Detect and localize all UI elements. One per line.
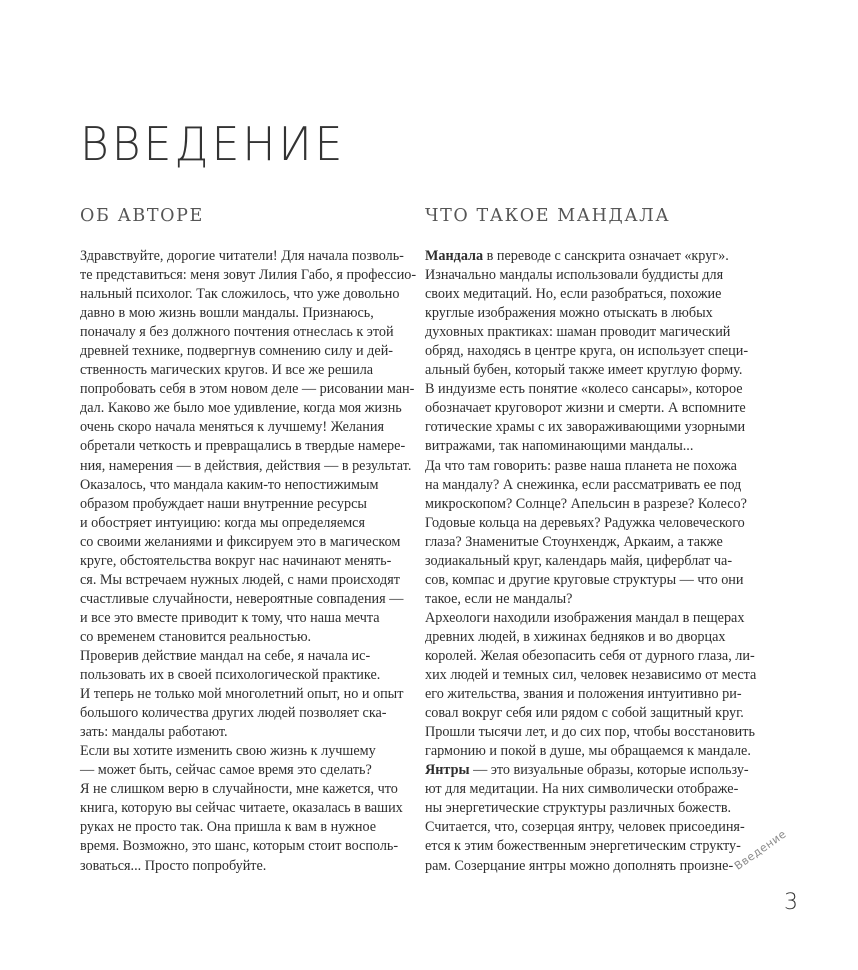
text-line: обозначает круговорот жизни и смерти. А вспомните — [425, 400, 746, 417]
text-line: со временем становится реальностью. — [80, 628, 312, 645]
text-line: гармонию и покой в душе, мы обращаемся к мандале. — [425, 743, 751, 760]
text-line: Изначально мандалы использовали буддисты для — [425, 267, 724, 284]
text-line: своих медитаций. Но, если разобраться, похожие — [425, 286, 722, 303]
text-line: образом пробуждает наши внутренние ресурсы — [80, 495, 367, 512]
text-line: микроскопом? Солнце? Апельсин в разрезе? Колесо? — [425, 495, 747, 512]
text-line: И теперь не только мой многолетний опыт, но и опыт — [80, 686, 404, 703]
text-line: Считается, что, созерцая янтру, человек присоединя- — [425, 819, 745, 836]
text-line: его жительства, звания и положения интуитивно ри- — [425, 686, 742, 703]
text-line: ны энергетические структуры различных божеств. — [425, 800, 732, 817]
text-line: готические храмы с их завораживающими узорными — [425, 419, 746, 436]
text-line: пользовать их в своей психологической практике. — [80, 667, 381, 684]
text-line: круге, обстоятельства вокруг нас начинают менять- — [80, 552, 392, 569]
text-line: рам. Созерцание янтры можно дополнять произне- — [425, 857, 734, 874]
text-line: на мандалу? А снежинка, если рассматривать ее под — [425, 476, 742, 493]
term-mandala: Мандала — [425, 248, 484, 264]
text-line: королей. Желая обезопасить себя от дурного глаза, ли- — [425, 647, 755, 664]
text-line: зоваться... Просто попробуйте. — [80, 857, 267, 874]
text-line: дал. Каково же было мое удивление, когда моя жизнь — [80, 400, 402, 417]
what-is-mandala-text — [425, 247, 757, 876]
text-line: ственность магических кругов. И все же решила — [80, 362, 374, 379]
page-title: ВВЕДЕНИЕ — [80, 118, 346, 172]
about-author-text — [80, 247, 417, 876]
text-line: руках не просто так. Она пришла к вам в нужное — [80, 819, 377, 836]
text-line: духовных практиках: шаман проводит магический — [425, 324, 731, 341]
text-line: Здравствуйте, дорогие читатели! Для начала позволь- — [80, 248, 404, 264]
text-line: глаза? Знаменитые Стоунхендж, Аркаим, а также — [425, 533, 723, 550]
text-line: время. Возможно, это шанс, которым стоит восполь- — [80, 838, 399, 855]
text-line: круглые изображения можно отыскать в любых — [425, 305, 713, 322]
text-line: книга, которую вы сейчас читаете, оказалась в ваших — [80, 800, 403, 817]
running-head: Введение — [732, 827, 789, 873]
text-line: большого количества других людей позволяет ска- — [80, 705, 387, 722]
text-line: счастливые случайности, невероятные совпадения — — [80, 590, 404, 607]
text-line: Я не слишком верю в случайности, мне кажется, что — [80, 781, 398, 798]
text-line: альный бубен, который также имеет круглую форму. — [425, 362, 743, 379]
text-fragment: — это визуальные образы, которые использу- — [469, 762, 749, 779]
text-line: такое, если не мандалы? — [425, 590, 573, 607]
text-line: попробовать себя в этом новом деле — рисовании ман- — [80, 381, 415, 398]
text-line: обретали четкость и превращались в твердые намере- — [80, 438, 406, 455]
text-line: поначалу я без должного почтения отнеслась к этой — [80, 324, 394, 341]
text-line — [425, 761, 749, 780]
text-line: сов, компас и другие круговые структуры — что они — [425, 571, 744, 588]
text-line: Годовые кольца на деревьях? Радужка человеческого — [425, 514, 745, 531]
text-line: обряд, находясь в центре круга, он использует специ- — [425, 343, 749, 360]
text-line: со своими желаниями и фиксируем это в магическом — [80, 533, 401, 550]
text-line: ния, намерения — в действия, действия — в результат. — [80, 457, 412, 474]
text-line: и обостряет интуицию: когда мы определяемся — [80, 514, 365, 531]
text-line: ся. Мы встречаем нужных людей, с нами происходят — [80, 571, 400, 588]
what-is-mandala-heading: ЧТО ТАКОЕ МАНДАЛА — [425, 206, 671, 226]
text-line: древних людей, в хижинах бедняков и во дворцах — [425, 628, 726, 645]
text-line: В индуизме есть понятие «колесо сансары», которое — [425, 381, 743, 398]
text-line: те представиться: меня зовут Лилия Габо, я профессио- — [80, 267, 417, 284]
page-number: 3 — [784, 890, 798, 915]
text-line: Прошли тысячи лет, и до сих пор, чтобы восстановить — [425, 724, 755, 741]
text-line: витражами, так напоминающими мандалы... — [425, 438, 694, 455]
text-fragment: в переводе с санскрита означает «круг». — [483, 248, 729, 264]
text-line: Если вы хотите изменить свою жизнь к лучшему — [80, 743, 376, 760]
text-line: нальный психолог. Так сложилось, что уже довольно — [80, 286, 400, 303]
text-line: ется к этим божественным энергетическим структу- — [425, 838, 741, 855]
text-line: зать: мандалы работают. — [80, 724, 228, 741]
text-line: Да что там говорить: разве наша планета не похожа — [425, 457, 737, 474]
text-line: Археологи находили изображения мандал в пещерах — [425, 609, 745, 626]
text-line: — может быть, сейчас самое время это сделать? — [80, 762, 372, 779]
text-line: зодиакальный круг, календарь майя, циферблат ча- — [425, 552, 733, 569]
text-line — [425, 247, 743, 266]
term-yantra: Янтры — [425, 762, 470, 779]
text-line: очень скоро начала меняться к лучшему! Желания — [80, 419, 384, 436]
about-author-column — [80, 206, 417, 876]
text-line: ют для медитации. На них символически отображе- — [425, 781, 739, 798]
what-is-mandala-column — [425, 206, 757, 876]
text-line: хих людей и темных сил, человек независимо от места — [425, 667, 757, 684]
text-line: давно в мою жизнь вошли мандалы. Признаюсь, — [80, 305, 374, 322]
text-line: Проверив действие мандал на себе, я начала ис- — [80, 647, 371, 664]
text-line: и все это вместе приводит к тому, что наша мечта — [80, 609, 380, 626]
text-line: совал вокруг себя или рядом с собой защитный круг. — [425, 705, 744, 722]
text-line: древней технике, подвергнув сомнению силу и дей- — [80, 343, 394, 360]
text-line: Оказалось, что мандала каким-то непостижимым — [80, 476, 379, 493]
about-author-heading: ОБ АВТОРЕ — [80, 206, 204, 226]
